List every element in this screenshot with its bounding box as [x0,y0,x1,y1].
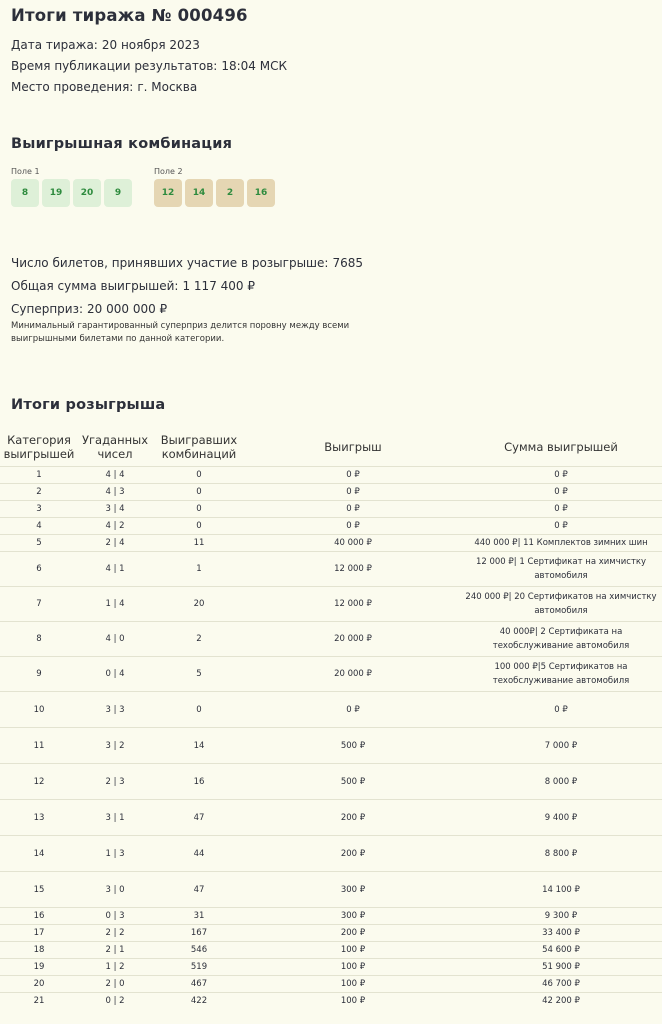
cell-total: 51 900 ₽ [460,959,662,976]
field1-ball: 9 [104,179,132,207]
cell-winners: 5 [152,657,246,692]
page-title: Итоги тиража № 000496 [11,6,248,25]
table-row [0,657,662,692]
table-row [0,836,662,872]
cell-matched: 4 | 2 [78,518,152,535]
cell-total: 0 ₽ [460,692,662,728]
table-row [0,908,662,925]
cell-matched: 0 | 4 [78,657,152,692]
cell-category: 19 [0,959,78,976]
cell-matched: 4 | 4 [78,467,152,484]
cell-category: 16 [0,908,78,925]
cell-matched: 4 | 0 [78,622,152,657]
cell-matched: 0 | 2 [78,993,152,1010]
field2-ball: 16 [247,179,275,207]
cell-prize: 100 ₽ [246,976,460,993]
cell-winners: 167 [152,925,246,942]
total-winnings-label: Общая сумма выигрышей: [11,279,179,293]
draw-date-value: 20 ноября 2023 [101,38,200,52]
field1-ball: 20 [73,179,101,207]
cell-total: 9 300 ₽ [460,908,662,925]
field1-ball: 19 [42,179,70,207]
cell-winners: 44 [152,836,246,872]
cell-total: 440 000 ₽| 11 Комплектов зимних шин [460,535,662,552]
col-header-winners: Выигравших комбинаций [160,433,238,461]
cell-winners: 16 [152,764,246,800]
field2-ball: 12 [154,179,182,207]
cell-total: 40 000₽| 2 Сертификата на техобслуживание автомобиля [460,622,662,657]
col-header-matched: Угаданных чисел [81,433,149,461]
cell-prize: 40 000 ₽ [246,535,460,552]
publish-time-label: Время публикации результатов: [11,59,218,73]
table-row [0,925,662,942]
draw-date-label: Дата тиража: [11,38,98,52]
cell-total: 54 600 ₽ [460,942,662,959]
cell-winners: 467 [152,976,246,993]
cell-prize: 500 ₽ [246,764,460,800]
cell-prize: 0 ₽ [246,484,460,501]
table-row [0,622,662,657]
field1-ball: 8 [11,179,39,207]
cell-winners: 2 [152,622,246,657]
cell-category: 6 [0,552,78,587]
cell-matched: 2 | 1 [78,942,152,959]
cell-prize: 500 ₽ [246,728,460,764]
cell-winners: 0 [152,501,246,518]
table-row [0,692,662,728]
cell-total: 240 000 ₽| 20 Сертификатов на химчистку автомобиля [460,587,662,622]
cell-matched: 2 | 2 [78,925,152,942]
tickets-count-value: 7685 [332,256,364,270]
table-row [0,518,662,535]
cell-winners: 1 [152,552,246,587]
cell-category: 15 [0,872,78,908]
cell-category: 10 [0,692,78,728]
cell-prize: 200 ₽ [246,925,460,942]
table-row [0,501,662,518]
cell-category: 20 [0,976,78,993]
cell-winners: 20 [152,587,246,622]
cell-prize: 12 000 ₽ [246,552,460,587]
cell-prize: 300 ₽ [246,872,460,908]
cell-category: 17 [0,925,78,942]
superprize-note: Минимальный гарантированный суперприз делится поровну между всеми выигрышными билетами по данной категории. [11,321,350,344]
total-winnings-value: 1 117 400 ₽ [182,279,255,293]
table-row [0,942,662,959]
cell-total: 12 000 ₽| 1 Сертификат на химчистку автомобиля [460,552,662,587]
results-header-row [0,428,662,467]
cell-matched: 3 | 1 [78,800,152,836]
cell-prize: 12 000 ₽ [246,587,460,622]
cell-total: 0 ₽ [460,518,662,535]
cell-prize: 100 ₽ [246,959,460,976]
cell-winners: 0 [152,484,246,501]
cell-total: 7 000 ₽ [460,728,662,764]
total-winnings [11,279,255,293]
cell-total: 42 200 ₽ [460,993,662,1010]
cell-total: 33 400 ₽ [460,925,662,942]
cell-prize: 20 000 ₽ [246,657,460,692]
table-row [0,728,662,764]
cell-category: 18 [0,942,78,959]
cell-matched: 1 | 3 [78,836,152,872]
cell-prize: 0 ₽ [246,692,460,728]
col-header-category: Категория выигрышей [3,433,75,461]
cell-total: 9 400 ₽ [460,800,662,836]
superprize-label: Суперприз: [11,302,84,316]
table-row [0,484,662,501]
table-row [0,552,662,587]
cell-winners: 47 [152,872,246,908]
cell-matched: 2 | 3 [78,764,152,800]
cell-prize: 100 ₽ [246,993,460,1010]
publish-time-value: 18:04 МСК [221,59,287,73]
cell-total: 14 100 ₽ [460,872,662,908]
cell-prize: 200 ₽ [246,800,460,836]
col-header-prize: Выигрыш [324,440,382,454]
cell-category: 2 [0,484,78,501]
cell-prize: 0 ₽ [246,467,460,484]
cell-winners: 546 [152,942,246,959]
cell-matched: 2 | 4 [78,535,152,552]
cell-winners: 47 [152,800,246,836]
cell-prize: 300 ₽ [246,908,460,925]
field2-label: Поле 2 [154,167,183,176]
table-row [0,764,662,800]
cell-total: 8 800 ₽ [460,836,662,872]
cell-category: 12 [0,764,78,800]
cell-matched: 2 | 0 [78,976,152,993]
publish-time [11,59,287,73]
cell-category: 5 [0,535,78,552]
cell-matched: 3 | 2 [78,728,152,764]
cell-prize: 200 ₽ [246,836,460,872]
field2-numbers [154,179,275,207]
draw-location-label: Место проведения: [11,80,134,94]
cell-total: 0 ₽ [460,501,662,518]
cell-winners: 0 [152,467,246,484]
cell-matched: 3 | 0 [78,872,152,908]
table-row [0,959,662,976]
table-row [0,872,662,908]
cell-winners: 422 [152,993,246,1010]
results-heading: Итоги розыгрыша [11,397,166,413]
cell-prize: 20 000 ₽ [246,622,460,657]
table-row [0,535,662,552]
cell-matched: 3 | 4 [78,501,152,518]
cell-winners: 0 [152,518,246,535]
table-row [0,976,662,993]
cell-matched: 1 | 2 [78,959,152,976]
cell-category: 1 [0,467,78,484]
cell-category: 13 [0,800,78,836]
cell-matched: 4 | 1 [78,552,152,587]
col-header-total: Сумма выигрышей [504,440,618,454]
cell-category: 3 [0,501,78,518]
cell-winners: 31 [152,908,246,925]
cell-category: 9 [0,657,78,692]
cell-total: 8 000 ₽ [460,764,662,800]
cell-category: 11 [0,728,78,764]
tickets-count [11,256,363,270]
field1-numbers [11,179,132,207]
draw-location-value: г. Москва [137,80,198,94]
draw-date [11,38,200,52]
results-table [0,428,662,1009]
table-row [0,800,662,836]
cell-winners: 519 [152,959,246,976]
cell-category: 14 [0,836,78,872]
cell-prize: 0 ₽ [246,518,460,535]
cell-total: 0 ₽ [460,467,662,484]
draw-location [11,80,197,94]
cell-total: 0 ₽ [460,484,662,501]
cell-category: 4 [0,518,78,535]
tickets-count-label: Число билетов, принявших участие в розыгрыше: [11,256,329,270]
field1-label: Поле 1 [11,167,40,176]
cell-prize: 0 ₽ [246,501,460,518]
cell-total: 100 000 ₽|5 Сертификатов на техобслуживание автомобиля [460,657,662,692]
cell-prize: 100 ₽ [246,942,460,959]
field2-ball: 2 [216,179,244,207]
table-row [0,587,662,622]
cell-category: 8 [0,622,78,657]
cell-matched: 0 | 3 [78,908,152,925]
cell-matched: 3 | 3 [78,692,152,728]
superprize [11,302,167,316]
cell-winners: 14 [152,728,246,764]
superprize-value: 20 000 000 ₽ [87,302,168,316]
cell-category: 21 [0,993,78,1010]
table-row [0,993,662,1010]
cell-matched: 1 | 4 [78,587,152,622]
cell-winners: 11 [152,535,246,552]
combination-heading: Выигрышная комбинация [11,136,233,152]
cell-winners: 0 [152,692,246,728]
cell-total: 46 700 ₽ [460,976,662,993]
cell-matched: 4 | 3 [78,484,152,501]
table-row [0,467,662,484]
field2-ball: 14 [185,179,213,207]
cell-category: 7 [0,587,78,622]
